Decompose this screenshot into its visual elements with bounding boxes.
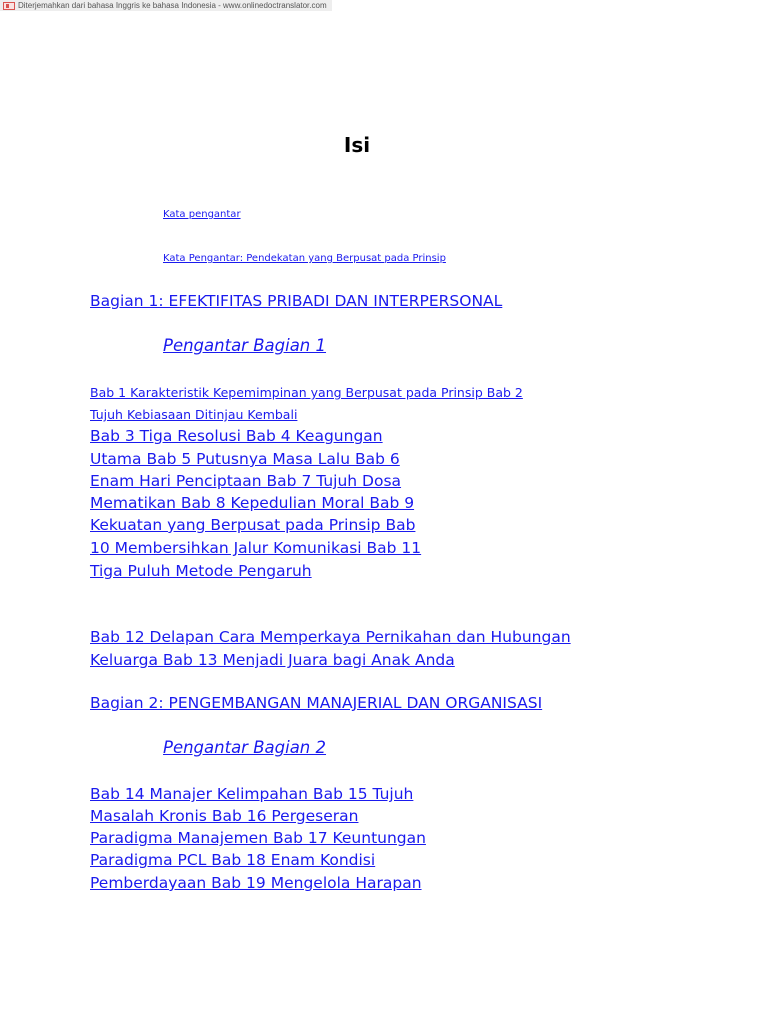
- toc-link-bagian-2[interactable]: Bagian 2: PENGEMBANGAN MANAJERIAL DAN ORGANISASI: [90, 694, 543, 712]
- toc-link-bab-line[interactable]: Enam Hari Penciptaan Bab 7 Tujuh Dosa: [90, 472, 402, 490]
- toc-link-bab-line[interactable]: Kekuatan yang Berpusat pada Prinsip Bab: [90, 516, 416, 534]
- toc-link-bab-line[interactable]: Tujuh Kebiasaan Ditinjau Kembali: [90, 407, 298, 422]
- toc-link-bab-line[interactable]: Paradigma PCL Bab 18 Enam Kondisi: [90, 851, 376, 869]
- toc-link-bab-line[interactable]: Paradigma Manajemen Bab 17 Keuntungan: [90, 829, 426, 847]
- banner-text: Diterjemahkan dari bahasa Inggris ke bahasa Indonesia - www.onlinedoctranslator.com: [18, 1, 327, 10]
- toc-link-bab-line[interactable]: 10 Membersihkan Jalur Komunikasi Bab 11: [90, 539, 422, 557]
- toc-link-bab-line[interactable]: Pemberdayaan Bab 19 Mengelola Harapan: [90, 874, 422, 892]
- toc-link-pengantar-bagian-2[interactable]: Pengantar Bagian 2: [163, 738, 327, 757]
- toc-link-bagian-1[interactable]: Bagian 1: EFEKTIFITAS PRIBADI DAN INTERPERSONAL: [90, 292, 503, 310]
- document-icon: [3, 2, 15, 10]
- toc-link-bab-line[interactable]: Bab 14 Manajer Kelimpahan Bab 15 Tujuh: [90, 785, 414, 803]
- toc-link-bab-line[interactable]: Masalah Kronis Bab 16 Pergeseran: [90, 807, 359, 825]
- toc-link-bab-line[interactable]: Bab 12 Delapan Cara Memperkaya Pernikahan dan Hubungan: [90, 628, 571, 646]
- toc-link-bab-line[interactable]: Bab 1 Karakteristik Kepemimpinan yang Berpusat pada Prinsip Bab 2: [90, 385, 523, 400]
- toc-link-bab-line[interactable]: Utama Bab 5 Putusnya Masa Lalu Bab 6: [90, 450, 400, 468]
- toc-link-kata-pengantar-prinsip[interactable]: Kata Pengantar: Pendekatan yang Berpusat pada Prinsip: [163, 253, 446, 264]
- toc-link-pengantar-bagian-1[interactable]: Pengantar Bagian 1: [163, 336, 327, 355]
- toc-link-bab-line[interactable]: Keluarga Bab 13 Menjadi Juara bagi Anak Anda: [90, 651, 455, 669]
- toc-link-bab-line[interactable]: Bab 3 Tiga Resolusi Bab 4 Keagungan: [90, 427, 383, 445]
- toc-link-kata-pengantar[interactable]: Kata pengantar: [163, 209, 241, 220]
- page-title: Isi: [343, 133, 371, 157]
- toc-link-bab-line[interactable]: Mematikan Bab 8 Kepedulian Moral Bab 9: [90, 494, 415, 512]
- translator-banner: [0, 0, 332, 11]
- toc-link-bab-line[interactable]: Tiga Puluh Metode Pengaruh: [90, 562, 312, 580]
